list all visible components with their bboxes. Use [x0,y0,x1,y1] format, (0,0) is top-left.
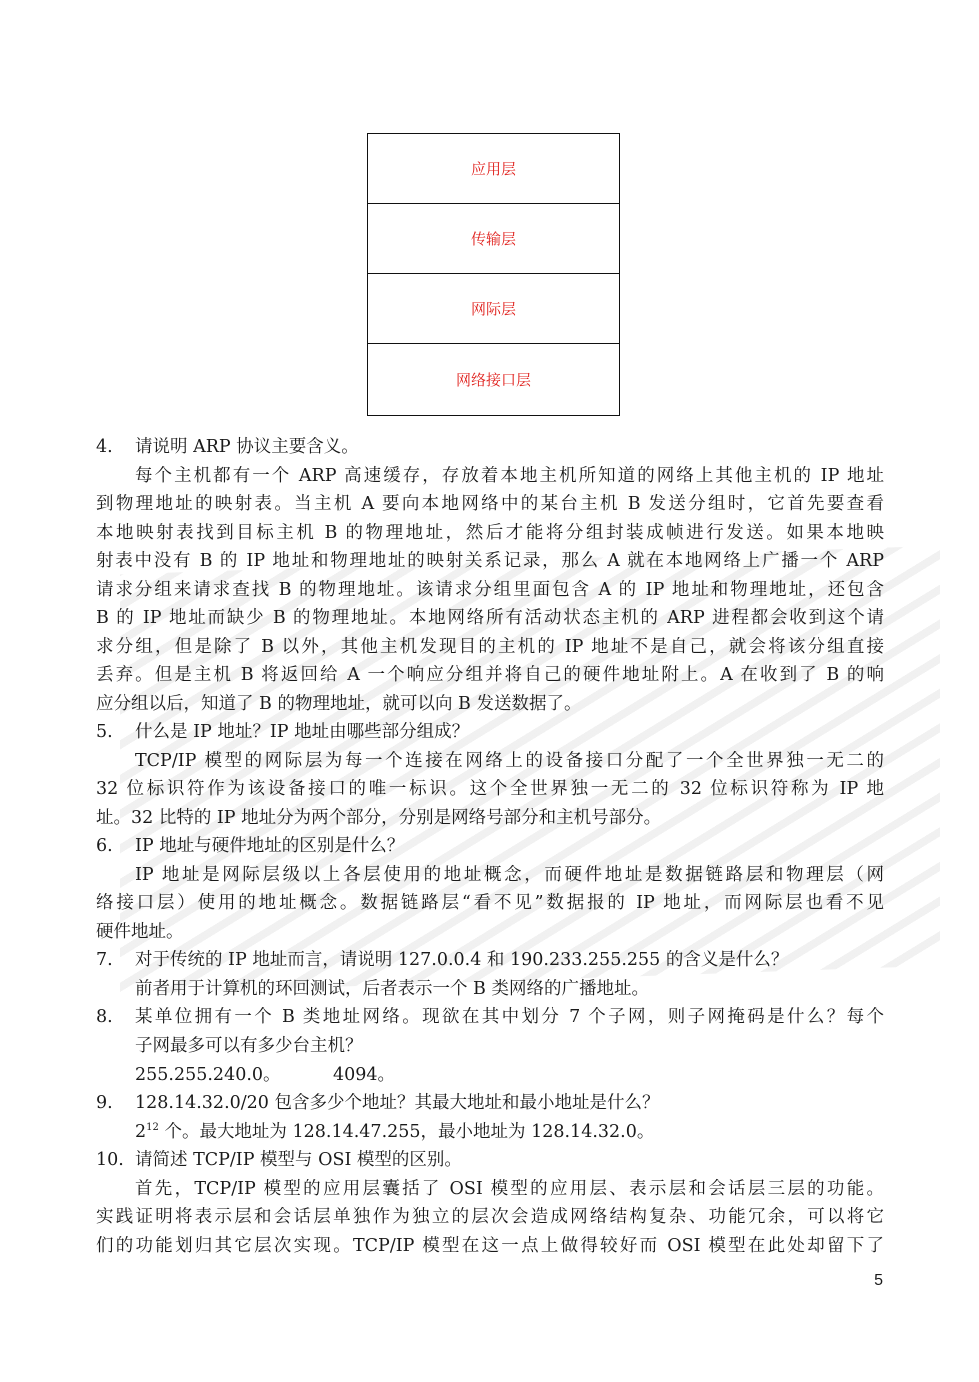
q4-answer-line: 求分组，但是除了 B 以外，其他主机发现目的主机的 IP 地址不是自己，就会将该分组直接 [96,637,884,657]
q4-answer-line: 射表中没有 B 的 IP 地址和物理地址的映射关系记录，那么 A 就在本地网络上广播一个 ARP [96,551,884,571]
q5-number: 5. [96,722,113,742]
q4-answer-line: 每个主机都有一个 ARP 高速缓存，存放着本地主机所知道的网络上其他主机的 IP 地址 [135,466,884,486]
q5-answer-line: 址。32 比特的 IP 地址分为两个部分，分别是网络号部分和主机号部分。 [96,808,662,828]
q8-number: 8. [96,1007,113,1027]
q6-number: 6. [96,836,113,856]
q9-answer-base: 2 [135,1122,147,1142]
layer-transport: 传输层 [368,204,619,274]
q4-answer-line: 应分组以后，知道了 B 的物理地址，就可以向 B 发送数据了。 [96,694,582,714]
q4-answer-line: 丢弃。但是主机 B 将返回给 A 一个响应分组并将自己的硬件地址附上。A 在收到了 B 的响 [96,665,884,685]
q10-number: 10. [96,1150,124,1170]
q9-number: 9. [96,1093,113,1113]
page-number: 5 [874,1272,883,1289]
q8-question-line: 某单位拥有一个 B 类地址网络。现欲在其中划分 7 个子网，则子网掩码是什么？每个 [135,1007,884,1027]
q4-question: 请说明 ARP 协议主要含义。 [135,437,359,457]
q9-answer-exponent: 12 [146,1122,159,1134]
q5-question: 什么是 IP 地址？IP 地址由哪些部分组成？ [135,722,470,742]
q5-answer-line: 32 位标识符作为该设备接口的唯一标识。这个全世界独一无二的 32 位标识符称为 IP 地 [96,779,884,799]
q7-answer: 前者用于计算机的环回测试，后者表示一个 B 类网络的广播地址。 [135,979,649,999]
layer-internet: 网际层 [368,274,619,344]
tcpip-layer-diagram [367,133,620,416]
q8-question-line: 子网最多可以有多少台主机？ [135,1036,363,1056]
q4-answer-line: 本地映射表找到目标主机 B 的物理地址，然后才能将分组封装成帧进行发送。如果本地映 [96,523,884,543]
q4-answer-line: 到物理地址的映射表。当主机 A 要向本地网络中的某台主机 B 发送分组时，它首先要查看 [96,494,884,514]
layer-network-interface: 网络接口层 [455,370,531,389]
q6-answer-line: 硬件地址。 [96,922,184,942]
q10-answer-line: 首先，TCP/IP 模型的应用层囊括了 OSI 模型的应用层、表示层和会话层三层的功能。 [135,1179,884,1199]
q8-answer-hosts: 4094。 [333,1065,396,1085]
q10-answer-line: 们的功能划归其它层次实现。TCP/IP 模型在这一点上做得较好而 OSI 模型在此处却留下了 [96,1236,884,1256]
q6-answer-line: IP 地址是网际层级以上各层使用的地址概念，而硬件地址是数据链路层和物理层（网 [135,865,884,885]
q4-answer-line: B 的 IP 地址而缺少 B 的物理地址。本地网络所有活动状态主机的 ARP 进程都会收到这个请 [96,608,884,628]
q6-question: IP 地址与硬件地址的区别是什么？ [135,836,405,856]
q4-answer-line: 请求分组来请求查找 B 的物理地址。该请求分组里面包含 A 的 IP 地址和物理地址，还包含 [96,580,884,600]
q4-number: 4. [96,437,113,457]
q9-answer [135,1118,654,1147]
layer-application: 应用层 [368,134,619,204]
q9-answer-rest: 个。最大地址为 128.14.47.255，最小地址为 128.14.32.0。 [158,1122,655,1142]
q10-answer-line: 实践证明将表示层和会话层单独作为独立的层次会造成网络结构复杂、功能冗余，可以将它 [96,1207,884,1227]
q9-question: 128.14.32.0/20 包含多少个地址？其最大地址和最小地址是什么？ [135,1093,660,1113]
q10-question: 请简述 TCP/IP 模型与 OSI 模型的区别。 [135,1150,462,1170]
q8-answer-mask: 255.255.240.0。 [135,1065,281,1085]
q7-question: 对于传统的 IP 地址而言，请说明 127.0.0.4 和 190.233.255.255 的含义是什么？ [135,950,789,970]
q7-number: 7. [96,950,113,970]
q5-answer-line: TCP/IP 模型的网际层为每一个连接在网络上的设备接口分配了一个全世界独一无二的 [135,751,884,771]
q6-answer-line: 络接口层）使用的地址概念。数据链路层“看不见”数据报的 IP 地址，而网际层也看不见 [96,893,884,913]
